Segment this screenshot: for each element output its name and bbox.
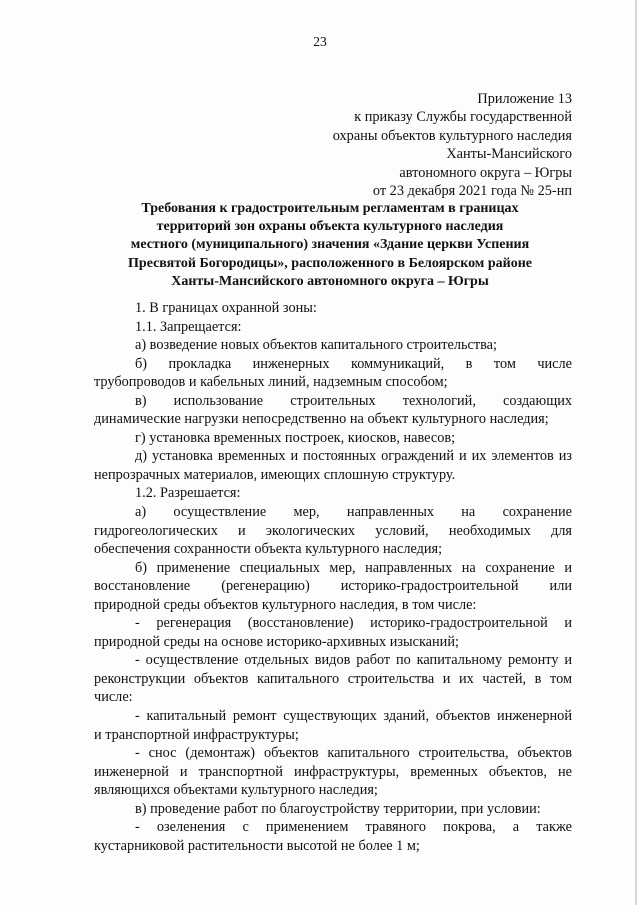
body-line: и транспортной инфраструктуры; <box>94 726 299 743</box>
body-line: восстановление (регенерацию) историко-градостроительной или <box>94 578 572 595</box>
appendix-line: охраны объектов культурного наследия <box>332 127 572 144</box>
body-line: непрозрачных материалов, имеющих сплошную структуру. <box>94 466 456 483</box>
body-line: а) осуществление мер, направленных на сохранение <box>135 504 572 521</box>
body-line: г) установка временных построек, киосков, навесов; <box>135 429 456 446</box>
body-line: д) установка временных и постоянных ограждений и их элементов из <box>135 448 572 465</box>
title-line: территорий зон охраны объекта культурного наследия <box>156 219 504 235</box>
appendix-line: от 23 декабря 2021 года № 25-нп <box>372 183 572 200</box>
body-line: б) прокладка инженерных коммуникаций, в том числе <box>135 355 572 372</box>
body-line: - регенерация (восстановление) историко-градостроительной и <box>135 615 572 632</box>
body-line: 1.2. Разрешается: <box>135 485 241 502</box>
scan-edge <box>635 0 637 905</box>
page-number: 23 <box>313 34 327 49</box>
appendix-line: автономного округа – Югры <box>399 164 572 181</box>
appendix-line: Ханты-Мансийского <box>446 146 572 163</box>
body-line: 1. В границах охранной зоны: <box>135 300 317 316</box>
body-line: б) применение специальных мер, направленных на сохранение и <box>135 559 572 576</box>
appendix-line: Приложение 13 <box>477 91 572 107</box>
body-line: кустарниковой растительности высотой не более 1 м; <box>94 837 420 854</box>
body-line: динамические нагрузки непосредственно на объект культурного наследия; <box>94 411 549 428</box>
body-line: в) использование строительных технологий, создающих <box>135 392 572 409</box>
document-title <box>110 200 550 291</box>
body-line: трубопроводов и кабельных линий, надземным способом; <box>94 374 448 391</box>
title-line: местного (муниципального) значения «Здание церкви Успения <box>130 237 530 253</box>
body-line: а) возведение новых объектов капитального строительства; <box>135 337 497 354</box>
title-line: Требования к градостроительным регламентам в границах <box>141 201 519 216</box>
body-line: числе: <box>94 689 133 706</box>
body-line: - снос (демонтаж) объектов капитального строительства, объектов <box>135 745 572 762</box>
document-body <box>94 299 572 855</box>
body-line: 1.1. Запрещается: <box>135 318 242 335</box>
title-line: Ханты-Мансийского автономного округа – Югры <box>171 273 489 289</box>
body-line: обеспечения сохранности объекта культурного наследия; <box>94 541 443 558</box>
appendix-line: к приказу Службы государственной <box>354 109 572 126</box>
title-line: Пресвятой Богородицы», расположенного в Белоярском районе <box>128 255 532 271</box>
body-line: природной среды на основе историко-архивных изысканий; <box>94 633 459 650</box>
body-line: инженерной и транспортной инфраструктуры, временных объектов, не <box>94 763 572 780</box>
appendix-block <box>333 90 572 200</box>
body-line: природной среды объектов культурного наследия, в том числе: <box>94 596 477 613</box>
body-line: в) проведение работ по благоустройству территории, при условии: <box>135 800 541 817</box>
body-line: реконструкции объектов капитального строительства и их частей, в том <box>94 670 572 687</box>
body-line: гидрогеологических и экологических условий, необходимых для <box>94 522 572 539</box>
body-line: являющихся объектами культурного наследия; <box>94 782 378 799</box>
body-line: - озеленения с применением травяного покрова, а также <box>135 819 572 836</box>
body-line: - капитальный ремонт существующих зданий, объектов инженерной <box>135 708 572 725</box>
body-line: - осуществление отдельных видов работ по капитальному ремонту и <box>135 652 572 669</box>
